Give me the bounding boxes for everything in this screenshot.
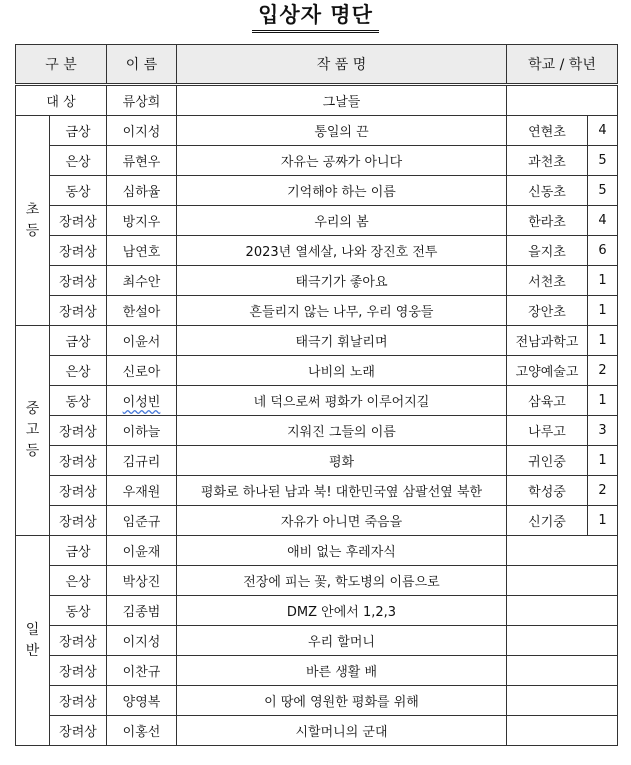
school-grade-cell — [507, 686, 618, 716]
grade-cell: 6 — [588, 236, 618, 266]
award-cell: 장려상 — [50, 416, 107, 446]
table-row — [16, 296, 618, 326]
name-cell: 김종범 — [107, 596, 177, 626]
school-grade-cell — [507, 716, 618, 746]
table-row — [16, 506, 618, 536]
award-cell: 장려상 — [50, 656, 107, 686]
name-cell: 류상희 — [107, 85, 177, 116]
table-header-row — [16, 45, 618, 85]
award-cell: 장려상 — [50, 716, 107, 746]
table-row — [16, 386, 618, 416]
award-cell: 장려상 — [50, 236, 107, 266]
table-row — [16, 596, 618, 626]
grade-cell: 1 — [588, 266, 618, 296]
name-cell: 이지성 — [107, 116, 177, 146]
name-cell: 이하늘 — [107, 416, 177, 446]
group-label — [16, 326, 50, 536]
table-row — [16, 566, 618, 596]
table-row — [16, 146, 618, 176]
award-cell: 금상 — [50, 116, 107, 146]
header-work: 작 품 명 — [177, 45, 507, 85]
work-cell: 네 덕으로써 평화가 이루어지길 — [177, 386, 507, 416]
work-cell: 그날들 — [177, 85, 507, 116]
group-label-char: 초 — [25, 201, 40, 218]
grand-prize-row — [16, 85, 618, 116]
name-cell: 한설아 — [107, 296, 177, 326]
award-cell: 금상 — [50, 536, 107, 566]
grade-cell: 1 — [588, 296, 618, 326]
award-cell: 대 상 — [16, 85, 107, 116]
school-cell: 서천초 — [507, 266, 588, 296]
award-cell: 장려상 — [50, 626, 107, 656]
name-cell: 우재원 — [107, 476, 177, 506]
school-cell: 귀인중 — [507, 446, 588, 476]
award-cell: 장려상 — [50, 686, 107, 716]
table-body — [16, 85, 618, 746]
table-row — [16, 206, 618, 236]
work-cell: 흔들리지 않는 나무, 우리 영웅들 — [177, 296, 507, 326]
table-row — [16, 686, 618, 716]
school-grade-cell — [507, 596, 618, 626]
award-cell: 장려상 — [50, 266, 107, 296]
award-cell: 은상 — [50, 146, 107, 176]
work-cell: 태극기 휘날리며 — [177, 326, 507, 356]
table-row — [16, 656, 618, 686]
school-cell: 고양예술고 — [507, 356, 588, 386]
name-cell: 이윤서 — [107, 326, 177, 356]
award-cell: 동상 — [50, 596, 107, 626]
work-cell: 2023년 열세살, 나와 장진호 전투 — [177, 236, 507, 266]
award-cell: 장려상 — [50, 206, 107, 236]
school-cell: 한라초 — [507, 206, 588, 236]
name-cell: 이윤재 — [107, 536, 177, 566]
name-cell: 이찬규 — [107, 656, 177, 686]
awards-table — [15, 44, 618, 746]
school-cell: 학성중 — [507, 476, 588, 506]
grade-cell: 1 — [588, 326, 618, 356]
work-cell: 이 땅에 영원한 평화를 위해 — [177, 686, 507, 716]
school-grade-cell — [507, 626, 618, 656]
name-cell: 이지성 — [107, 626, 177, 656]
grade-cell: 2 — [588, 356, 618, 386]
award-cell: 동상 — [50, 176, 107, 206]
school-cell: 연현초 — [507, 116, 588, 146]
work-cell: 전장에 피는 꽃, 학도병의 이름으로 — [177, 566, 507, 596]
table-row — [16, 356, 618, 386]
work-cell: 바른 생활 배 — [177, 656, 507, 686]
page-title: 입상자 명단 — [252, 2, 379, 33]
school-grade-cell — [507, 566, 618, 596]
table-row — [16, 236, 618, 266]
work-cell: 나비의 노래 — [177, 356, 507, 386]
school-cell: 장안초 — [507, 296, 588, 326]
name-cell: 류현우 — [107, 146, 177, 176]
school-cell: 전남과학고 — [507, 326, 588, 356]
grade-cell: 5 — [588, 146, 618, 176]
school-cell: 삼육고 — [507, 386, 588, 416]
name-cell: 임준규 — [107, 506, 177, 536]
name-cell: 신로아 — [107, 356, 177, 386]
grade-cell: 1 — [588, 446, 618, 476]
school-cell: 신동초 — [507, 176, 588, 206]
work-cell: 기억해야 하는 이름 — [177, 176, 507, 206]
grade-cell: 1 — [588, 386, 618, 416]
work-cell: 시할머니의 군대 — [177, 716, 507, 746]
table-row — [16, 716, 618, 746]
work-cell: 통일의 끈 — [177, 116, 507, 146]
grade-cell: 4 — [588, 206, 618, 236]
work-cell: 우리 할머니 — [177, 626, 507, 656]
name-cell: 박상진 — [107, 566, 177, 596]
grade-cell: 3 — [588, 416, 618, 446]
school-grade-cell — [507, 656, 618, 686]
work-cell: 지워진 그들의 이름 — [177, 416, 507, 446]
name-cell: 김규리 — [107, 446, 177, 476]
school-grade-cell — [507, 85, 618, 116]
award-cell: 장려상 — [50, 446, 107, 476]
grade-cell: 1 — [588, 506, 618, 536]
table-row — [16, 476, 618, 506]
group-label-char: 고 — [25, 422, 40, 438]
table-row — [16, 116, 618, 146]
group-label-char: 중 — [25, 401, 40, 417]
name-cell: 이성빈 — [107, 386, 177, 416]
table-row — [16, 416, 618, 446]
school-cell: 을지초 — [507, 236, 588, 266]
group-label-char: 반 — [25, 642, 40, 659]
grade-cell: 2 — [588, 476, 618, 506]
school-cell: 나루고 — [507, 416, 588, 446]
grade-cell: 5 — [588, 176, 618, 206]
work-cell: 애비 없는 후레자식 — [177, 536, 507, 566]
group-label — [16, 116, 50, 326]
name-cell: 양영복 — [107, 686, 177, 716]
award-cell: 금상 — [50, 326, 107, 356]
table-row — [16, 266, 618, 296]
school-cell: 신기중 — [507, 506, 588, 536]
header-school-grade: 학교 / 학년 — [507, 45, 618, 85]
work-cell: DMZ 안에서 1,2,3 — [177, 596, 507, 626]
table-row — [16, 536, 618, 566]
work-cell: 평화 — [177, 446, 507, 476]
work-cell: 자유는 공짜가 아니다 — [177, 146, 507, 176]
header-name: 이 름 — [107, 45, 177, 85]
award-cell: 장려상 — [50, 506, 107, 536]
name-cell: 최수안 — [107, 266, 177, 296]
table-row — [16, 326, 618, 356]
header-category: 구 분 — [16, 45, 107, 85]
group-label-char: 등 — [25, 443, 40, 459]
work-cell: 태극기가 좋아요 — [177, 266, 507, 296]
grade-cell: 4 — [588, 116, 618, 146]
name-cell: 이홍선 — [107, 716, 177, 746]
table-row — [16, 176, 618, 206]
award-cell: 은상 — [50, 566, 107, 596]
name-cell: 방지우 — [107, 206, 177, 236]
award-cell: 동상 — [50, 386, 107, 416]
name-cell: 남연호 — [107, 236, 177, 266]
award-cell: 은상 — [50, 356, 107, 386]
table-row — [16, 446, 618, 476]
work-cell: 자유가 아니면 죽음을 — [177, 506, 507, 536]
name-cell: 심하율 — [107, 176, 177, 206]
work-cell: 평화로 하나된 남과 북! 대한민국옆 삼팔선옆 북한 — [177, 476, 507, 506]
award-cell: 장려상 — [50, 296, 107, 326]
school-grade-cell — [507, 536, 618, 566]
table-row — [16, 626, 618, 656]
work-cell: 우리의 봄 — [177, 206, 507, 236]
title-area — [0, 0, 631, 34]
school-cell: 과천초 — [507, 146, 588, 176]
group-label — [16, 536, 50, 746]
award-cell: 장려상 — [50, 476, 107, 506]
group-label-char: 등 — [25, 222, 40, 239]
group-label-char: 일 — [25, 621, 40, 638]
